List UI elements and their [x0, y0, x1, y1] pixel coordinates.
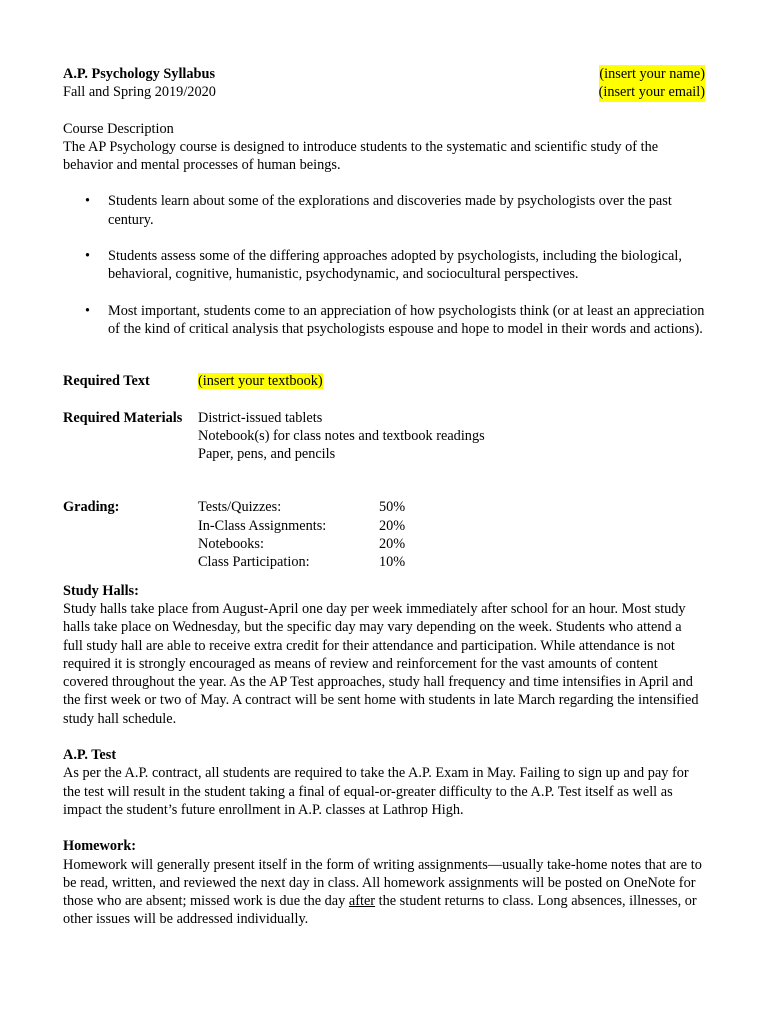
- syllabus-title: A.P. Psychology Syllabus: [63, 66, 216, 82]
- table-row: [198, 553, 405, 571]
- course-description-text: The AP Psychology course is designed to introduce students to the systematic and scientific study of the behavior and mental processes of human beings.: [63, 138, 659, 174]
- required-materials-list: [198, 409, 485, 464]
- grading-item: In-Class Assignments:: [198, 517, 327, 534]
- bullet-text: Students learn about some of the explorations and discoveries made by psychologists over the past century.: [108, 193, 672, 228]
- list-item: Paper, pens, and pencils: [198, 446, 336, 463]
- course-description-bullets: [63, 192, 705, 338]
- list-item: District-issued tablets: [198, 409, 323, 426]
- list-item: [63, 302, 705, 339]
- grading-item: Tests/Quizzes:: [198, 499, 282, 516]
- name-placeholder: (insert your name): [599, 66, 705, 82]
- bullet-text: Most important, students come to an appreciation of how psychologists think (or at least an appreciation of the kind of critical analysis that psychologists espouse and hope to model in their words and actions).: [108, 302, 705, 337]
- homework-text-start: Homework will generally present itself in the form of writing assignments—usually take-home notes that are to be read, written, and reviewed the next day in class. All homework assignments will be posted on OneNote for those who are absent; missed work is due the day: [63, 856, 702, 910]
- bullet-text: Students assess some of the differing approaches adopted by psychologists, including the biological, behavioral, cognitive, humanistic, psychodynamic, and sociocultural perspectives.: [108, 248, 682, 283]
- table-row: [198, 498, 405, 516]
- syllabus-page: [63, 65, 705, 929]
- ap-test-heading: A.P. Test: [63, 747, 117, 764]
- study-halls-heading: Study Halls:: [63, 582, 139, 599]
- grading-item: Class Participation:: [198, 554, 310, 571]
- list-item: Notebook(s) for class notes and textbook readings: [198, 427, 485, 444]
- study-halls-text: Study halls take place from August-April one day per week immediately after school for an hour. Most study halls take place on Wednesday, but the specific day may vary depending on the week. Students who attend a full study hall are able to receive extra credit for their attendance and participation. While attendance is not required it is strongly encouraged as means of review and reinforcement for the vast amounts of content covered throughout the year. As the AP Test approaches, study hall frequency and time intensifies in April and the first week or two of May. A contract will be sent home with students in late March regarding the intensified study hall schedule.: [63, 600, 699, 727]
- list-item: [63, 192, 705, 229]
- course-description-heading: Course Description: [63, 120, 174, 137]
- grading-weight: 50%: [379, 499, 406, 516]
- grading-weight: 20%: [379, 536, 406, 553]
- email-placeholder: (insert your email): [598, 84, 705, 101]
- textbook-placeholder: (insert your textbook): [198, 373, 323, 390]
- grading-row: [63, 498, 705, 571]
- homework-text-end: the student returns to class. Long absences, illnesses, or other issues will be addressed individually.: [63, 893, 697, 928]
- required-materials-row: [63, 409, 705, 464]
- bullet-icon: •: [85, 248, 91, 265]
- table-row: [198, 517, 405, 535]
- homework-text-underlined: after: [348, 893, 376, 910]
- grading-weight: 10%: [379, 554, 406, 571]
- ap-test-text: As per the A.P. contract, all students are required to take the A.P. Exam in May. Failing to sign up and pay for the test will result in the student taking a final of equal-or-greater difficulty to the A.P. Test itself as well as impact the student’s future enrollment in A.P. classes at Lathrop High.: [63, 765, 689, 818]
- grading-weight: 20%: [379, 517, 406, 534]
- bullet-icon: •: [85, 302, 91, 319]
- grading-label: Grading:: [63, 499, 120, 516]
- required-text-row: [63, 372, 705, 390]
- list-item: [63, 247, 705, 284]
- homework-heading: Homework:: [63, 838, 137, 855]
- required-materials-label: Required Materials: [63, 409, 183, 426]
- term-text: Fall and Spring 2019/2020: [63, 84, 216, 101]
- table-row: [198, 535, 405, 553]
- grading-item: Notebooks:: [198, 536, 264, 553]
- grading-table: [198, 498, 405, 571]
- required-text-label: Required Text: [63, 373, 150, 390]
- homework-text: [63, 856, 705, 929]
- header-line-2: [63, 83, 705, 101]
- header-line-1: [63, 65, 705, 83]
- bullet-icon: •: [85, 193, 91, 210]
